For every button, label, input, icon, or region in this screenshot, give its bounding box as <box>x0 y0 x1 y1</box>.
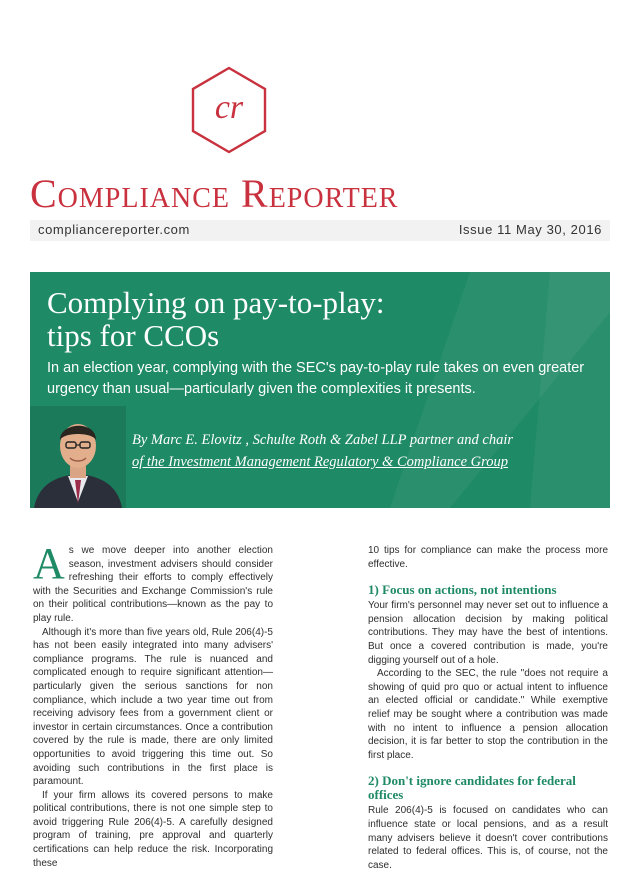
paragraph-text: s we move deeper into another election season, investment advisers should consider refreshing their efforts to comply effectively with the Securities and Exchange Commission's rule on their political contributions—known as the pay to play rule. <box>33 545 273 624</box>
article-paragraph <box>33 539 273 626</box>
author-portrait-icon <box>30 406 126 508</box>
masthead-title: Compliance Reporter <box>30 171 399 216</box>
article-paragraph: According to the SEC, the rule "does not require a showing of quid pro quo or actual intent to influence an elected official or candidate." While exemptive relief may be sought where a contribution was made with no intent to influence a pension allocation decision, it is far better to stop the contribution in the first place. <box>368 668 608 761</box>
dropcap: A <box>33 539 65 588</box>
author-photo <box>30 406 126 508</box>
headline-line-2: tips for CCOs <box>47 318 220 353</box>
article-paragraph: Although it's more than five years old, Rule 206(4)-5 has not been easily integrated into many advisers' compliance programs. The rule is nuanced and complicated enough to require significant attention—particularly given the serious sanctions for non compliance, which include a two year time out from receiving advisory fees from a government client or investor in certain circumstances. Once a contribution covered by the rule is made, there are only limited opportunities to avoid triggering this time out. So avoiding such contributions in the first place is paramount. <box>33 626 273 788</box>
article-paragraph: If your firm allows its covered persons to make political contributions, there is not one simple step to avoid triggering Rule 206(4)-5. A carefully designed program of training, pre approval and quarterly certifications can help reduce the risk. Incorporating these <box>33 789 273 869</box>
byline <box>132 429 602 473</box>
section-heading-1: 1) Focus on actions, not intentions <box>368 582 557 598</box>
section-heading-2: 2) Don't ignore candidates for federal offices <box>368 773 576 803</box>
article-paragraph: Rule 206(4)-5 is focused on candidates who can influence state or local pensions, and as a result many advisers believe it doesn't cover contributions related to federal offices. This is, of course, not the case. <box>368 805 608 871</box>
headline-line-1: Complying on pay-to-play: <box>47 285 385 320</box>
dek-subtitle: In an election year, complying with the SEC's pay-to-play rule takes on even greater urgency than usual—particularly given the complexities it presents. <box>47 360 585 397</box>
website-link[interactable]: compliancereporter.com <box>38 222 190 237</box>
article-column-right <box>368 544 608 872</box>
headline <box>47 286 587 352</box>
masthead-info-bar <box>30 220 610 241</box>
issue-date: Issue 11 May 30, 2016 <box>458 222 602 237</box>
byline-line-2[interactable]: of the Investment Management Regulatory & Compliance Group <box>132 454 508 470</box>
article-column-left <box>33 539 273 870</box>
byline-line-1: By Marc E. Elovitz , Schulte Roth & Zabel LLP partner and chair <box>132 432 513 448</box>
hero-banner <box>30 272 610 508</box>
cr-logo <box>190 66 268 154</box>
logo-text: cr <box>214 89 244 126</box>
article-paragraph: 10 tips for compliance can make the process more effective. <box>368 545 608 570</box>
article-paragraph: Your firm's personnel may never set out to influence a pension allocation decision by making political contributions. They may have the best of intentions. But once a covered contribution is made, you're digging yourself out of a hole. <box>368 600 608 666</box>
